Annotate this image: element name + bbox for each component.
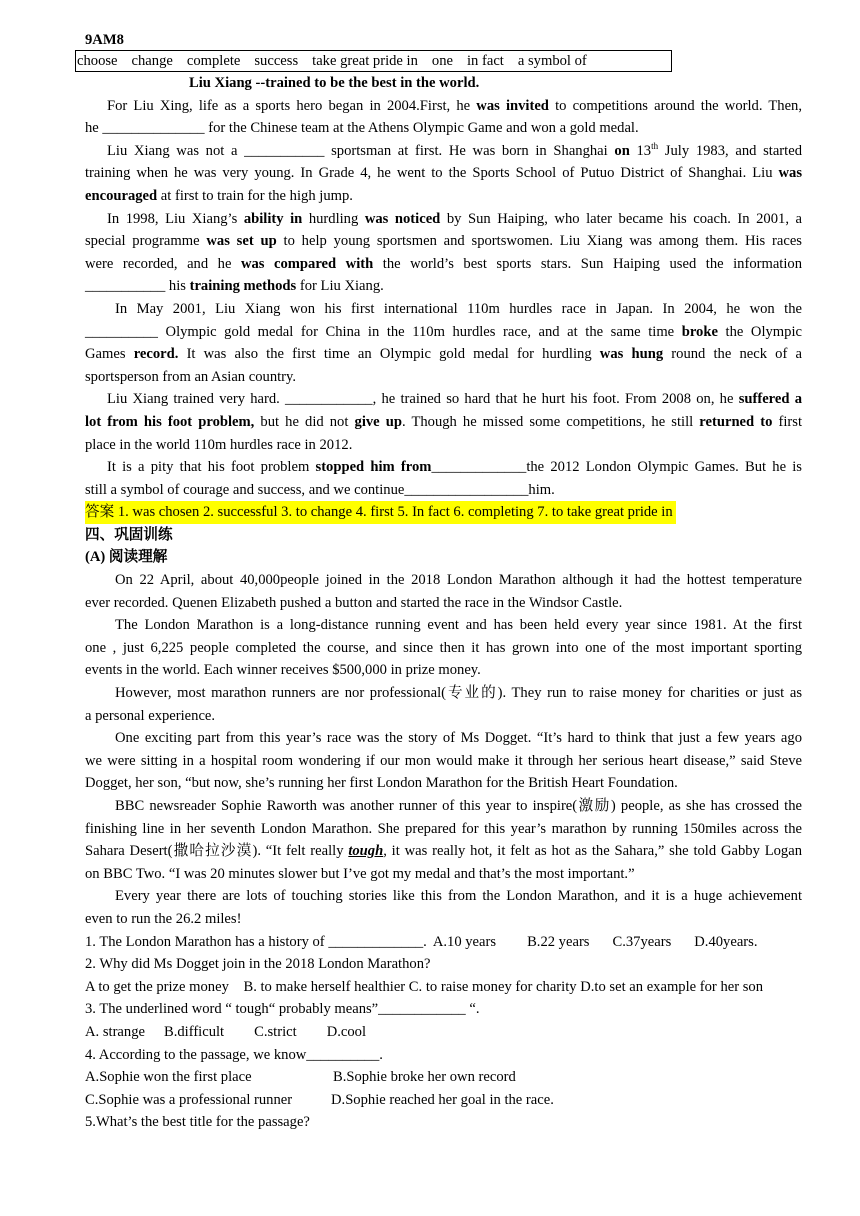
p2-line2: training when he was very young. In Grade 4, he went to the Sports School of Putuo District of Shanghai. Liu was: [85, 165, 802, 182]
rp3-line1: However, most marathon runners are nor professional(专业的). They run to raise money for charities or just as: [115, 685, 802, 702]
q5-stem: 5.What’s the best title for the passage?: [85, 1114, 310, 1131]
rp2-line3: events in the world. Each winner receives $500,000 in prize money.: [85, 662, 481, 679]
p3-line3: were recorded, and he was compared with the world’s best sports stars. Sun Haiping used the information: [85, 255, 803, 272]
worksheet-page: [77, 30, 803, 1134]
rp1-line1: On 22 April, about 40,000people joined in the 2018 London Marathon although it had the hottest temperature: [115, 572, 802, 589]
p3-line2: special programme was set up to help young sportsmen and sportswomen. Liu Xiang was among them. His races: [85, 233, 802, 250]
p6-line1: It is a pity that his foot problem stopped him from_____________the 2012 London Olympic Games. But he is: [107, 459, 802, 476]
rp5-line1: BBC newsreader Sophie Raworth was another runner of this year to inspire(激励) people, as she has crossed the: [115, 798, 802, 814]
q1-option-b: B.22 years: [527, 933, 590, 950]
p3-line1: In 1998, Liu Xiang’s ability in hurdling was noticed by Sun Haiping, who later became his coach. In 2001, a: [107, 210, 802, 227]
rp2-line2: one , just 6,225 people completed the course, and since then it has grown into one of the most important sporting: [85, 639, 802, 656]
section-heading: 四、巩固训练: [85, 526, 173, 543]
p2-line1: Liu Xiang was not a ___________ sportsman at first. He was born in Shanghai on 13th July 1983, and started: [107, 140, 802, 159]
word-change: change: [131, 52, 173, 69]
word-box: [75, 50, 672, 72]
word-one: one: [431, 52, 453, 69]
p1-line1: For Liu Xing, life as a sports hero began in 2004.First, he was invited to competitions around the world. Then,: [107, 97, 803, 114]
rp5-line2: finishing line in her seventh London Marathon. She prepared for this year’s marathon by running 150miles across the: [85, 820, 802, 837]
q3-option-d: D.cool: [326, 1023, 367, 1040]
p5-line3: place in the world 110m hurdles race in 2012.: [85, 436, 353, 453]
rp1-line2: ever recorded. Quenen Elizabeth pushed a button and started the race in the Windsor Castle.: [85, 594, 623, 611]
q3-option-c: C.strict: [254, 1023, 297, 1040]
q1-option-a: A.10 years: [432, 933, 497, 950]
q3-stem: 3. The underlined word “ tough“ probably means”____________ “.: [85, 1001, 480, 1018]
q1-option-d: D.40years.: [694, 933, 758, 950]
q2-stem: 2. Why did Ms Dogget join in the 2018 London Marathon?: [85, 956, 431, 973]
rp5-line4: on BBC Two. “I was 20 minutes slower but I’ve got my medal and that’s the most important.”: [85, 865, 635, 882]
word-success: success: [254, 52, 299, 69]
rp6-line2: even to run the 26.2 miles!: [85, 910, 242, 927]
underlined-word-tough: tough: [348, 843, 384, 860]
q4-option-c: C.Sophie was a professional runner: [85, 1091, 293, 1108]
p4-line2: __________ Olympic gold medal for China in the 110m hurdles race, and at the same time broke the Olympic: [85, 323, 802, 340]
q2-options: A to get the prize money B. to make herself healthier C. to raise money for charity D.to set an example for her son: [85, 978, 763, 995]
rp4-line3: Dogget, her son, “but now, she’s running her first London Marathon for the British Heart Foundation.: [85, 775, 678, 792]
p3-line4: ___________ his training methods for Liu Xiang.: [85, 278, 384, 295]
answer-key: [85, 501, 802, 524]
p5-line1: Liu Xiang trained very hard. ____________, he trained so hard that he hurt his foot. From 2008 on, he suffered a: [107, 391, 803, 408]
p5-line2: lot from his foot problem, but he did not give up. Though he missed some competitions, he still returned to first: [85, 413, 803, 430]
p1-line2: he ______________ for the Chinese team at the Athens Olympic Game and won a gold medal.: [85, 120, 639, 137]
q3-option-b: B.difficult: [163, 1023, 225, 1040]
p2-line3: encouraged at first to train for the high jump.: [85, 187, 353, 204]
q1-stem: 1. The London Marathon has a history of _____________.: [85, 933, 427, 950]
q4-option-a: A.Sophie won the first place: [85, 1069, 252, 1086]
word-in-fact: in fact: [466, 52, 504, 69]
section-subheading: (A) 阅读理解: [85, 549, 168, 566]
rp4-line1: One exciting part from this year’s race was the story of Ms Dogget. “It’s hard to think that just a few years ago: [115, 730, 802, 747]
question-3-options: [85, 1021, 802, 1044]
word-take-great-pride-in: take great pride in: [312, 52, 418, 69]
passage-title: Liu Xiang --trained to be the best in the world.: [189, 75, 480, 91]
p6-line2: still a symbol of courage and success, and we continue_________________him.: [85, 481, 555, 498]
rp5-line3: Sahara Desert(撒哈拉沙漠). “It felt really tough, it was really hot, it felt as hot as the Sahara,” she told Gabby Logan: [85, 843, 802, 860]
word-a-symbol-of: a symbol of: [517, 52, 587, 69]
rp4-line2: we were sitting in a hospital room wondering if our mon would make it through her serious heart disease,” said Steve: [85, 752, 802, 769]
question-1: [85, 931, 802, 954]
rp6-line1: Every year there are lots of touching stories like this from the London Marathon, and it is a huge achievement: [115, 888, 802, 905]
p4-line3: Games record. It was also the first time an Olympic gold medal for hurdling was hung round the neck of a: [85, 346, 802, 363]
question-4-options-cd: [85, 1089, 802, 1112]
q4-stem: 4. According to the passage, we know__________.: [85, 1046, 383, 1063]
answer-key-highlight: 答案 1. was chosen 2. successful 3. to change 4. first 5. In fact 6. completing 7. to take great pride in: [85, 501, 676, 524]
worksheet-code: 9AM8: [85, 32, 124, 48]
question-4-options-ab: [85, 1066, 802, 1089]
p4-line1: In May 2001, Liu Xiang won his first international 110m hurdles race in Japan. In 2004, he won the: [115, 300, 802, 317]
word-choose: choose: [77, 52, 118, 69]
q1-option-c: C.37years: [612, 933, 672, 950]
word-complete: complete: [186, 52, 241, 69]
rp3-line2: a personal experience.: [85, 707, 216, 724]
p4-line4: sportsperson from an Asian country.: [85, 368, 297, 385]
q4-option-b: B.Sophie broke her own record: [333, 1069, 516, 1086]
q4-option-d: D.Sophie reached her goal in the race.: [331, 1091, 554, 1108]
rp2-line1: The London Marathon is a long-distance running event and has been held every year since 1981. At the first: [115, 617, 802, 634]
q3-option-a: A. strange: [85, 1023, 145, 1040]
